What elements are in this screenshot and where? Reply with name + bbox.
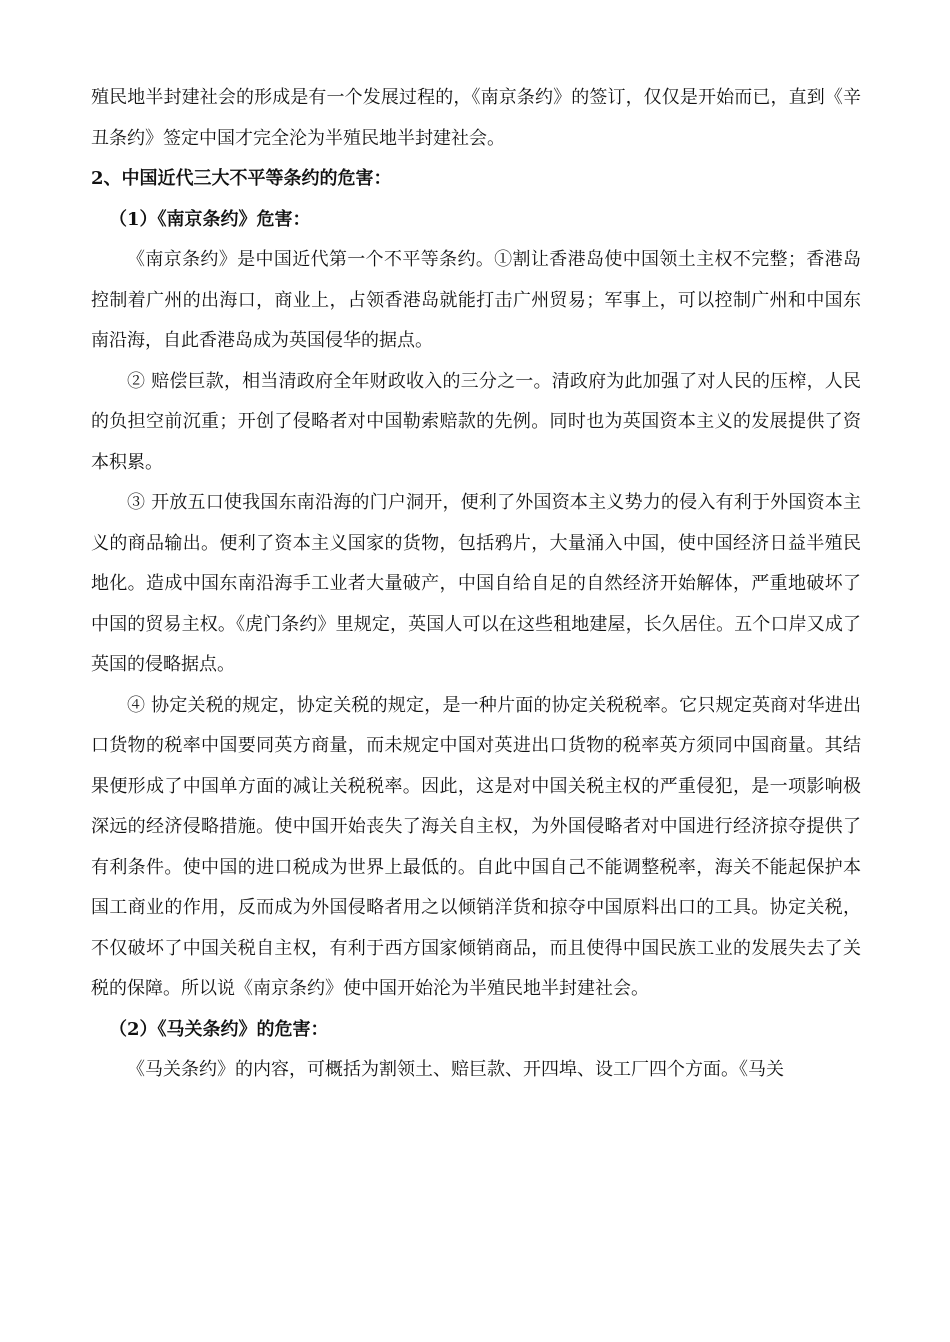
section-heading: 2、中国近代三大不平等条约的危害：	[91, 168, 392, 189]
nanjing-paragraph-tariff: ④ 协定关税的规定，协定关税的规定，是一种片面的协定关税税率。它只规定英商对华进出口货物的税率中国要同英方商量，而未规定中国对英进出口货物的税率英方须同中国商量。其结果便形成了中国单方面的减让关税税率。因此，这是对中国关税主权的严重侵犯，是一项影响极深远的经济侵略措施。使中国开始丧失了海关自主权，为外国侵略者对中国进行经济掠夺提供了有利条件。使中国的进口税成为世界上最低的。自此中国自己不能调整税率，海关不能起保护本国工商业的作用，反而成为外国侵略者用之以倾销洋货和掠夺中国原料出口的工具。协定关税，不仅破坏了中国关税自主权，有利于西方国家倾销商品，而且使得中国民族工业的发展失去了关税的保障。所以说《南京条约》使中国开始沦为半殖民地半封建社会。	[91, 694, 861, 999]
nanjing-treaty-heading: （1）《南京条约》危害：	[109, 208, 311, 230]
intro-paragraph: 殖民地半封建社会的形成是有一个发展过程的，《南京条约》的签订，仅仅是开始而已，直到《辛丑条约》签定中国才完全沦为半殖民地半封建社会。	[91, 87, 861, 149]
shimonoseki-treaty-heading: （2）《马关条约》的危害：	[109, 1018, 329, 1040]
shimonoseki-paragraph-intro: 《马关条约》的内容，可概括为割领土、赔巨款、开四埠、设工厂四个方面。《马关	[127, 1059, 784, 1080]
nanjing-paragraph-ports: ③ 开放五口使我国东南沿海的门户洞开，便利了外国资本主义势力的侵入有利于外国资本主义的商品输出。便利了资本主义国家的货物，包括鸦片，大量涌入中国，使中国经济日益半殖民地化。造成中国东南沿海手工业者大量破产，中国自给自足的自然经济开始解体，严重地破坏了中国的贸易主权。《虎门条约》里规定，英国人可以在这些租地建屋，长久居住。五个口岸又成了英国的侵略据点。	[91, 492, 861, 675]
nanjing-paragraph-cession: 《南京条约》是中国近代第一个不平等条约。①割让香港岛使中国领土主权不完整；香港岛控制着广州的出海口，商业上，占领香港岛就能打击广州贸易；军事上，可以控制广州和中国东南沿海，自此香港岛成为英国侵华的据点。	[91, 249, 861, 351]
nanjing-paragraph-indemnity: ② 赔偿巨款，相当清政府全年财政收入的三分之一。清政府为此加强了对人民的压榨，人民的负担空前沉重；开创了侵略者对中国勒索赔款的先例。同时也为英国资本主义的发展提供了资本积累。	[91, 370, 861, 473]
document-page	[91, 78, 861, 1091]
